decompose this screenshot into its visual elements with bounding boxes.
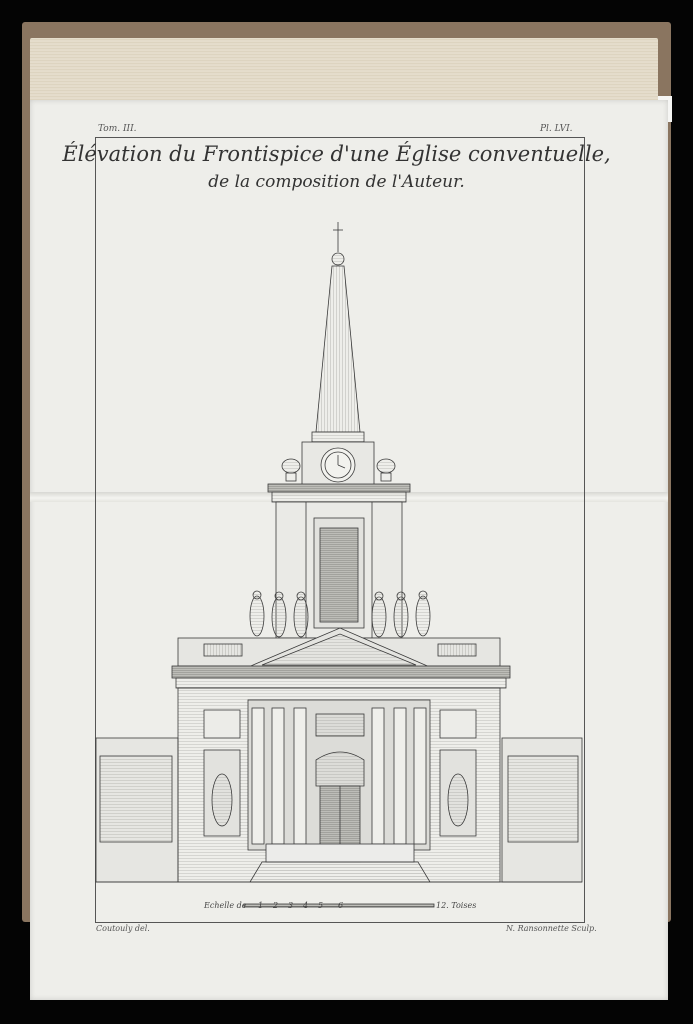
niche-left — [204, 710, 240, 836]
plate-number: Pl. LVI. — [540, 124, 573, 134]
engraver-credit: N. Ransonnette Sculp. — [506, 924, 597, 933]
balustrade-right — [438, 644, 476, 656]
plate-title-line1: Élévation du Frontispice d'une Église conventuelle, — [62, 142, 611, 166]
spire — [316, 266, 360, 432]
balustrade-left — [204, 644, 242, 656]
scale-end-label: 12. Toises — [436, 901, 477, 910]
entrance-steps — [250, 862, 430, 882]
scale-number: 2 — [273, 901, 279, 910]
plate-title-line2: de la composition de l'Auteur. — [208, 172, 465, 192]
spire-ball — [332, 253, 344, 265]
cross — [333, 222, 343, 252]
urn-left — [282, 459, 300, 481]
urn-right — [377, 459, 395, 481]
scale-number: 3 — [288, 901, 294, 910]
entablature — [172, 666, 510, 678]
scale-number: 5 — [318, 901, 324, 910]
niche-right — [440, 710, 476, 836]
scale-number: 1 — [258, 901, 264, 910]
louvered-opening — [320, 528, 358, 622]
scale-label: Echelle de — [204, 901, 247, 910]
scale-number: 4 — [303, 901, 309, 910]
scale-number: 6 — [338, 901, 344, 910]
tome-label: Tom. III. — [98, 124, 137, 134]
door-arch — [316, 752, 364, 786]
delineator-credit: Coutouly del. — [96, 924, 150, 933]
